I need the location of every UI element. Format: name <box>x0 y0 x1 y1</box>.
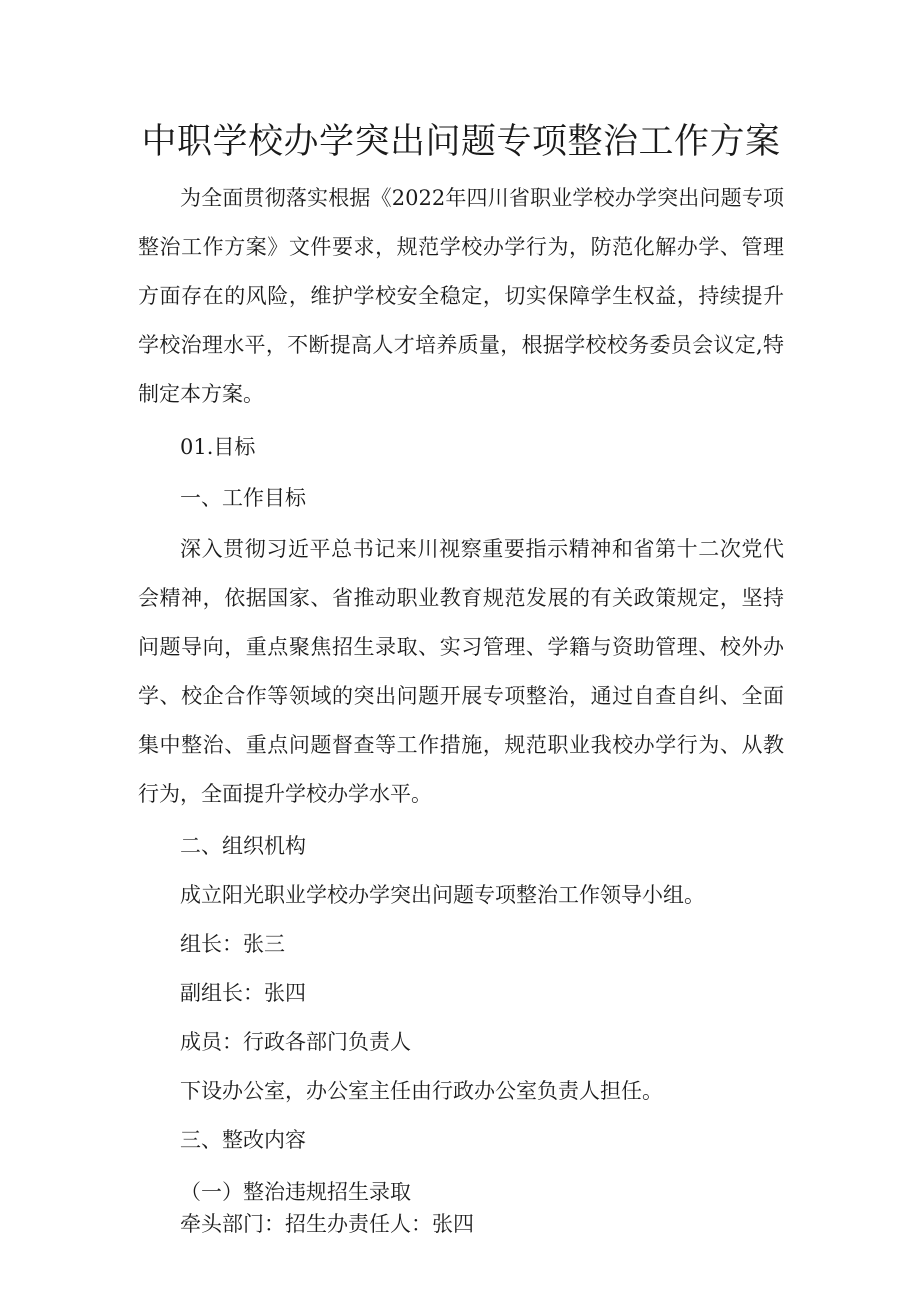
document-title: 中职学校办学突出问题专项整治工作方案 <box>141 122 781 162</box>
section-3-owner-line: 牵头部门：招生办责任人：张四 <box>180 1212 474 1236</box>
section-2-line: 下设办公室，办公室主任由行政办公室负责人担任。 <box>180 1079 663 1103</box>
section-2-line: 成员：行政各部门负责人 <box>180 1030 411 1054</box>
section-2-line: 组长：张三 <box>180 932 285 956</box>
section-2-line: 副组长：张四 <box>180 981 306 1005</box>
section-3-subheading: （一）整治违规招生录取 <box>180 1180 411 1204</box>
section-2-line: 成立阳光职业学校办学突出问题专项整治工作领导小组。 <box>180 883 705 907</box>
section-1-body: 深入贯彻习近平总书记来川视察重要指示精神和省第十二次党代会精神，依据国家、省推动职业教育规范发展的有关政策规定，坚持问题导向，重点聚焦招生录取、实习管理、学籍与资助管理、校外办学、校企合作等领域的突出问题开展专项整治，通过自查自纠、全面集中整治、重点问题督查等工作措施，规范职业我校办学行为、从教行为，全面提升学校办学水平。 <box>138 537 784 806</box>
section-2-heading: 二、组织机构 <box>180 834 306 858</box>
section-3-heading: 三、整改内容 <box>180 1128 306 1152</box>
intro-paragraph: 为全面贯彻落实根据《2022年四川省职业学校办学突出问题专项整治工作方案》文件要求，规范学校办学行为，防范化解办学、管理方面存在的风险，维护学校安全稳定，切实保障学生权益，持续提升学校治理水平，不断提高人才培养质量，根据学校校务委员会议定,特制定本方案。 <box>138 186 784 406</box>
section-1-heading: 一、工作目标 <box>180 486 306 510</box>
section-01-heading: 01.目标 <box>180 435 256 459</box>
